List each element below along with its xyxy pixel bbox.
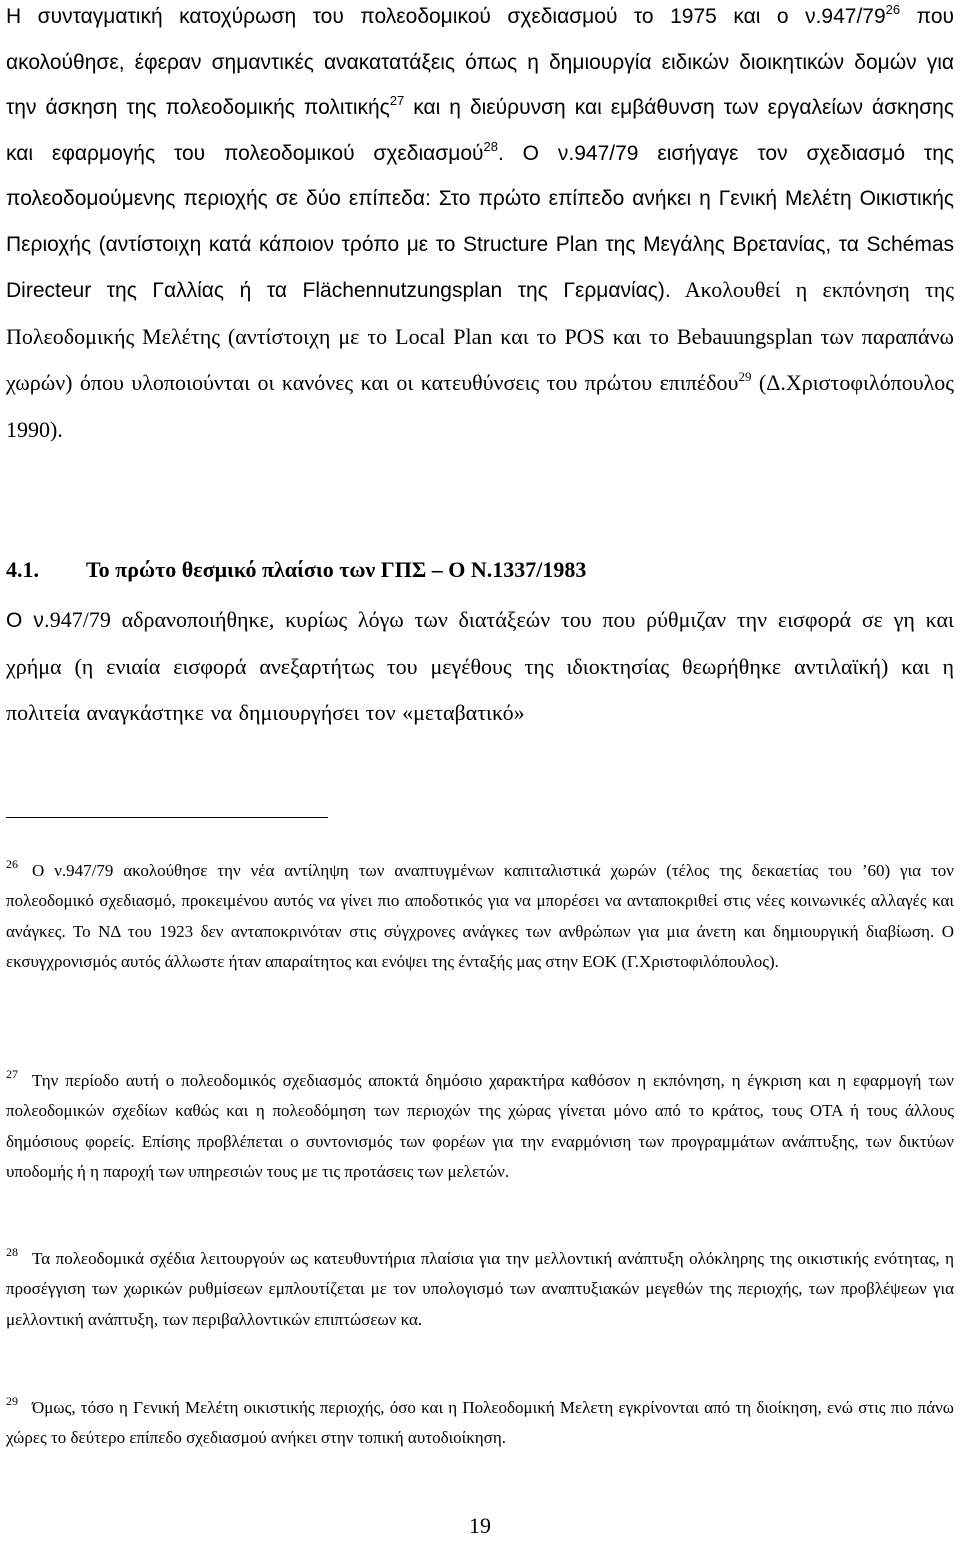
section-heading: [6, 557, 954, 583]
section-title: Το πρώτο θεσμικό πλαίσιο των ΓΠΣ – Ο Ν.1337/1983: [86, 557, 587, 582]
footnote-ref-27[interactable]: 27: [389, 93, 405, 108]
footnote-number: 29: [6, 1394, 18, 1408]
footnote-ref-29[interactable]: 29: [738, 369, 752, 384]
page-number: 19: [469, 1513, 491, 1538]
paragraph-text: Ο ν.: [6, 609, 50, 632]
body-paragraph-1: [6, 0, 954, 453]
footnote-separator: [6, 817, 328, 818]
footnote-text: Τα πολεοδομικά σχέδια λειτουργούν ως κατευθυντήρια πλαίσια για την μελλοντική ανάπτυξη ολόκληρης της οικιστικής ενότητας, η προσέγγιση των χωρικών ρυθμίσεων εμπλουτίζεται με τον υπολογισμό των αναπτυξιακών μεγεθών της περιοχής, των προβλέψεων για μελλοντική ανάπτυξη, των περιβαλλοντικών επιπτώσεων κα.: [6, 1249, 954, 1329]
footnote-ref-26[interactable]: 26: [885, 2, 901, 17]
footnote-28: [6, 1244, 954, 1335]
footnote-text: Όμως, τόσο η Γενική Μελέτη οικιστικής περιοχής, όσο και η Πολεοδομική Μελετη εγκρίνονται από τη διοίκηση, ενώ στις πιο πάνω χώρες το δεύτερο επίπεδο σχεδιασμού ανήκει στην τοπική αυτοδιοίκηση.: [6, 1398, 954, 1448]
footnote-number: 26: [6, 857, 18, 871]
footnote-number: 27: [6, 1067, 18, 1081]
paragraph-text: Η συνταγματική κατοχύρωση του πολεοδομικού σχεδιασμού το 1975 και ο ν.947/79: [6, 5, 886, 28]
footnote-ref-28[interactable]: 28: [483, 138, 498, 154]
footnote-29: [6, 1393, 954, 1454]
footnote-text: Ο ν.947/79 ακολούθησε την νέα αντίληψη των αναπτυγμένων καπιταλιστικά χωρών (τέλος της δεκαετίας του ’60) για τον πολεοδομικό σχεδιασμό, προκειμένου αυτός να γίνει πιο αποδοτικός για να μπορέσει να ανταποκριθεί στις νέες κοινωνικές αλλαγές και ανάγκες. Το ΝΔ του 1923 δεν ανταποκρινόταν στις σύγχρονες ανάγκες των ανθρώπων για μια άνετη και δημιουργική διαβίωση. Ο εκσυγχρονισμός αυτός άλλωστε ήταν απαραίτητος και ενόψει της ένταξής μας στην ΕΟΚ (Γ.Χριστοφιλόπουλος).: [6, 861, 954, 971]
paragraph-text-serif: 947/79 αδρανοποιήθηκε, κυρίως λόγω των διατάξεών του που ρύθμιζαν την εισφορά σε γη και χρήμα (η ενιαία εισφορά ανεξαρτήτως του μεγέθους της ιδιοκτησίας θεωρήθηκε αντιλαϊκή) και η πολιτεία αναγκάστηκε να δημιουργήσει τον «μεταβατικό»: [6, 607, 954, 725]
footnote-number: 28: [6, 1245, 18, 1259]
body-paragraph-2: [6, 597, 954, 737]
paragraph-text: . Ο ν.947/79 εισήγαγε τον σχεδιασμό της πολεοδομούμενης περιοχής σε δύο επίπεδα: Στο πρώτο επίπεδο ανήκει η Γενική Μελέτη Οικιστικής Περιοχής (αντίστοιχη κατά κάποιον τρόπο με το Structure Plan της Μεγάλης Βρετανίας, τα Schémas Directeur της Γαλλίας ή τα Flächennutzungsplan της Γερμανίας).: [6, 141, 955, 302]
paragraph-text: που ακολούθησε, έφεραν σημαντικές ανακατατάξεις όπως η δημιουργία ειδικών διοικητικών δομών για την άσκηση της πολεοδομικής πολιτικής: [6, 5, 954, 119]
footnote-text: Την περίοδο αυτή ο πολεοδομικός σχεδιασμός αποκτά δημόσιο χαρακτήρα καθόσον η εκπόνηση, η έγκριση και η εφαρμογή των πολεοδομικών σχεδίων καθώς και η πολεοδόμηση των περιοχών της χώρας γίνεται μόνο από το κράτος, τους ΟΤΑ ή τους άλλους δημόσιους φορείς. Επίσης προβλέπεται ο συντονισμός των φορέων για την εναρμόνιση των προγραμμάτων ανάπτυξης, των δικτύων υποδομής ή η παροχή των υπηρεσιών τους με τις προτάσεις των μελετών.: [6, 1071, 954, 1181]
footnote-26: [6, 856, 954, 977]
section-number: 4.1.: [6, 557, 39, 582]
footnote-27: [6, 1066, 954, 1187]
paragraph-text: και η διεύρυνση και εμβάθυνση των εργαλείων άσκησης και εφαρμογής του πολεοδομικού σχεδιασμού: [6, 96, 954, 165]
paragraph-text-serif: (Δ.Χριστοφιλόπουλος 1990).: [6, 370, 954, 442]
paragraph-text-serif: Ακολουθεί η εκπόνηση της Πολεοδομικής Μελέτης (αντίστοιχη με το Local Plan και το POS και το Bebauungsplan των παραπάνω χωρών) όπου υλοποιούνται οι κανόνες και οι κατευθύνσεις του πρώτου επιπέδου: [6, 277, 955, 395]
